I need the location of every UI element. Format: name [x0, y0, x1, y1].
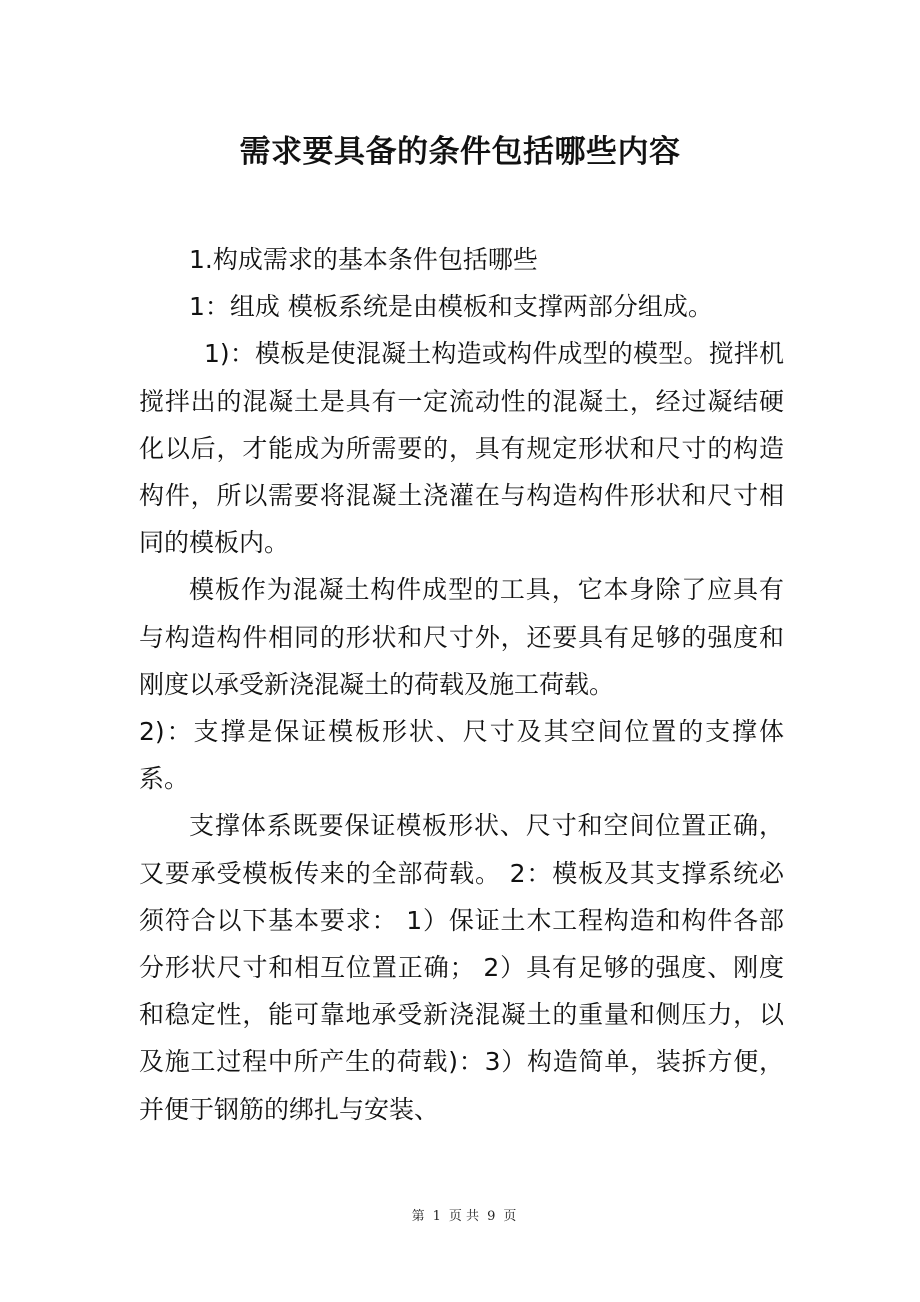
footer-suffix: 页	[503, 1209, 517, 1224]
page-footer	[0, 1207, 920, 1227]
paragraph-formwork: 1)：模板是使混凝土构造或构件成型的模型。搅拌机搅拌出的混凝土是具有一定流动性的混凝土，经过凝结硬化以后，才能成为所需要的，具有规定形状和尺寸的构造构件，所以需要将混凝土浇灌在与构造构件形状和尺寸相同的模板内。	[139, 339, 784, 558]
document-title: 需求要具备的条件包括哪些内容	[239, 134, 681, 170]
document-body	[139, 236, 784, 1133]
paragraph-heading: 1.构成需求的基本条件包括哪些	[189, 245, 538, 274]
footer-mid: 页 共	[448, 1209, 480, 1224]
paragraph-formwork-tool: 模板作为混凝土构件成型的工具，它本身除了应具有与构造构件相同的形状和尺寸外，还要具有足够的强度和刚度以承受新浇混凝土的荷载及施工荷载。	[139, 575, 784, 699]
paragraph-support-system: 支撑体系既要保证模板形状、尺寸和空间位置正确，又要承受模板传来的全部荷载。 2：模板及其支撑系统必须符合以下基本要求： 1）保证土木工程构造和构件各部分形状尺寸和相互位置正确； 2）具有足够的强度、刚度和稳定性，能可靠地承受新浇混凝土的重量和侧压力，以及施工过程中所产生的荷载)：3）构造简单，装拆方便，并便于钢筋的绑扎与安装、	[139, 811, 784, 1124]
paragraph-support: 2)：支撑是保证模板形状、尺寸及其空间位置的支撑体系。	[139, 717, 784, 794]
footer-page-current: 1	[432, 1209, 441, 1224]
footer-page-total: 9	[487, 1209, 496, 1224]
footer-prefix: 第	[411, 1209, 425, 1224]
paragraph-composition: 1：组成 模板系统是由模板和支撑两部分组成。	[189, 292, 713, 322]
